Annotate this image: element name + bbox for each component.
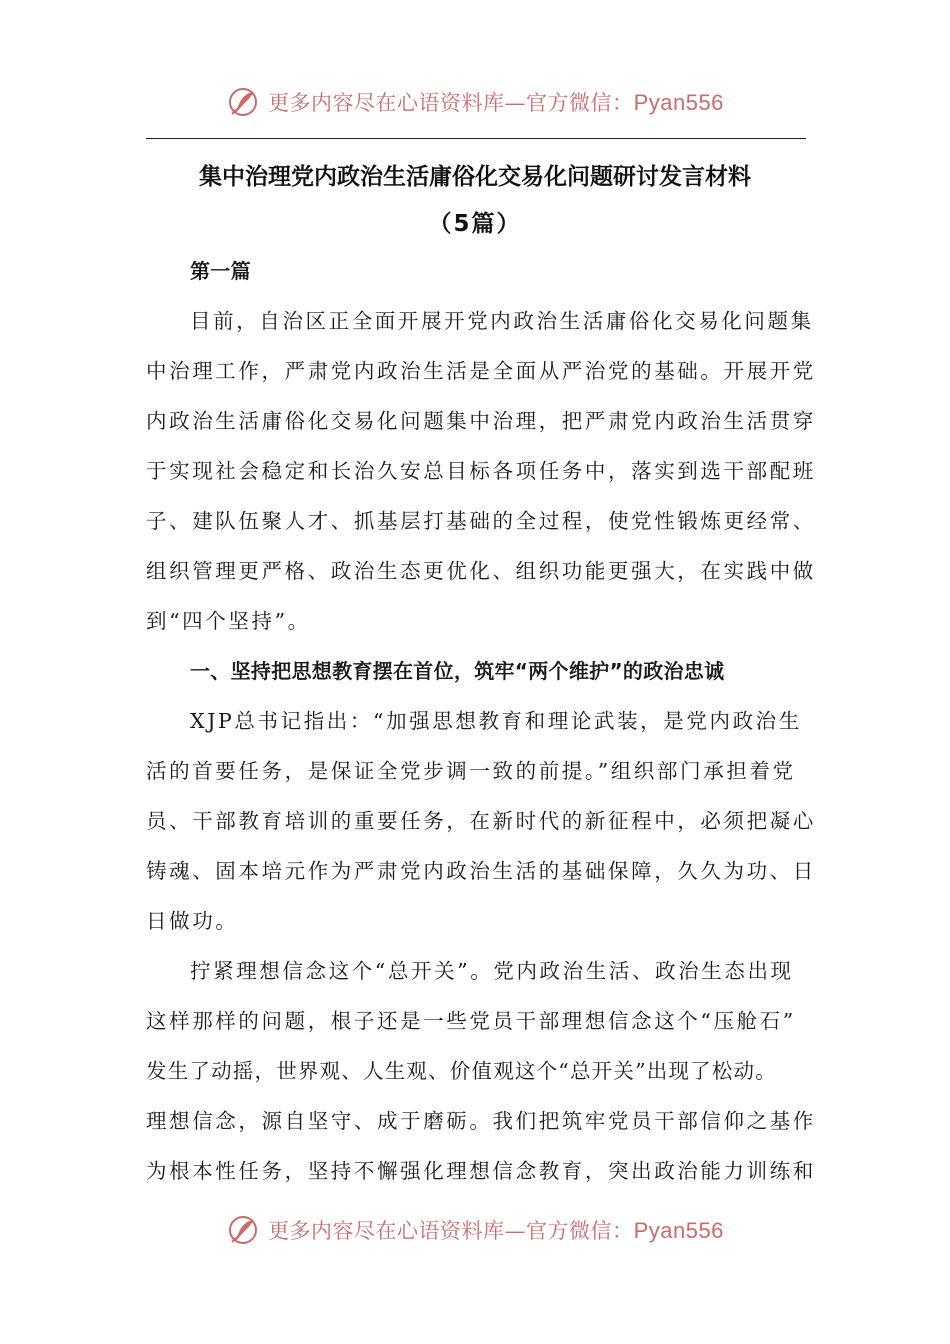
subsection-heading: 一、坚持把思想教育摆在首位，筑牢“两个维护”的政治忠诚 (190, 659, 725, 683)
document-subtitle: （5篇） (428, 211, 522, 237)
banner-text (268, 87, 724, 117)
banner-inner (226, 1213, 724, 1247)
paragraph-line: 于实现社会稳定和长治久安总目标各项任务中，落实到选干部配班 (146, 459, 816, 483)
paragraph-line: 目前，自治区正全面开展开党内政治生活庸俗化交易化问题集 (190, 309, 814, 333)
banner-label: 更多内容尽在心语资料库—官方微信： (268, 1219, 634, 1243)
header-banner (0, 82, 950, 122)
paragraph-line: 内政治生活庸俗化交易化问题集中治理，把严肃党内政治生活贯穿 (146, 409, 816, 433)
wechat-id: Pyan556 (633, 1218, 724, 1243)
paragraph-line: 为根本性任务，坚持不懈强化理想信念教育，突出政治能力训练和 (146, 1159, 816, 1183)
document-title: 集中治理党内政治生活庸俗化交易化问题研讨发言材料 (199, 164, 751, 190)
paragraph-line: 中治理工作，严肃党内政治生活是全面从严治党的基础。开展开党 (146, 359, 816, 383)
header-rule (146, 138, 806, 139)
banner-inner (226, 85, 724, 119)
paragraph-line: 日做功。 (146, 909, 239, 933)
document-body (146, 246, 816, 1196)
paragraph-line: 到“四个坚持”。 (146, 609, 311, 633)
banner-text (268, 1215, 724, 1245)
paragraph-line: 拧紧理想信念这个“总开关”。党内政治生活、政治生态出现 (190, 959, 794, 983)
paragraph-line: 发生了动摇，世界观、人生观、价值观这个“总开关”出现了松动。 (146, 1059, 777, 1083)
paragraph-line: 这样那样的问题，根子还是一些党员干部理想信念这个“压舱石” (146, 1009, 796, 1033)
paragraph-line: 活的首要任务，是保证全党步调一致的前提。”组织部门承担着党 (146, 759, 796, 783)
paragraph-line: XJP总书记指出：“加强思想教育和理论武装，是党内政治生 (190, 709, 802, 733)
paragraph-line: 理想信念，源自坚守、成于磨砺。我们把筑牢党员干部信仰之基作 (146, 1109, 816, 1133)
wechat-id: Pyan556 (633, 90, 724, 115)
footer-banner (0, 1210, 950, 1250)
paragraph-line: 铸魂、固本培元作为严肃党内政治生活的基础保障，久久为功、日 (146, 859, 816, 883)
quill-logo-icon (226, 1213, 260, 1247)
paragraph-line: 员、干部教育培训的重要任务，在新时代的新征程中，必须把凝心 (146, 809, 816, 833)
banner-label: 更多内容尽在心语资料库—官方微信： (268, 91, 634, 115)
paragraph-line: 组织管理更严格、政治生态更优化、组织功能更强大，在实践中做 (146, 559, 816, 583)
quill-logo-icon (226, 85, 260, 119)
paragraph-line: 子、建队伍聚人才、抓基层打基础的全过程，使党性锻炼更经常、 (146, 509, 816, 533)
section-heading: 第一篇 (190, 259, 251, 283)
